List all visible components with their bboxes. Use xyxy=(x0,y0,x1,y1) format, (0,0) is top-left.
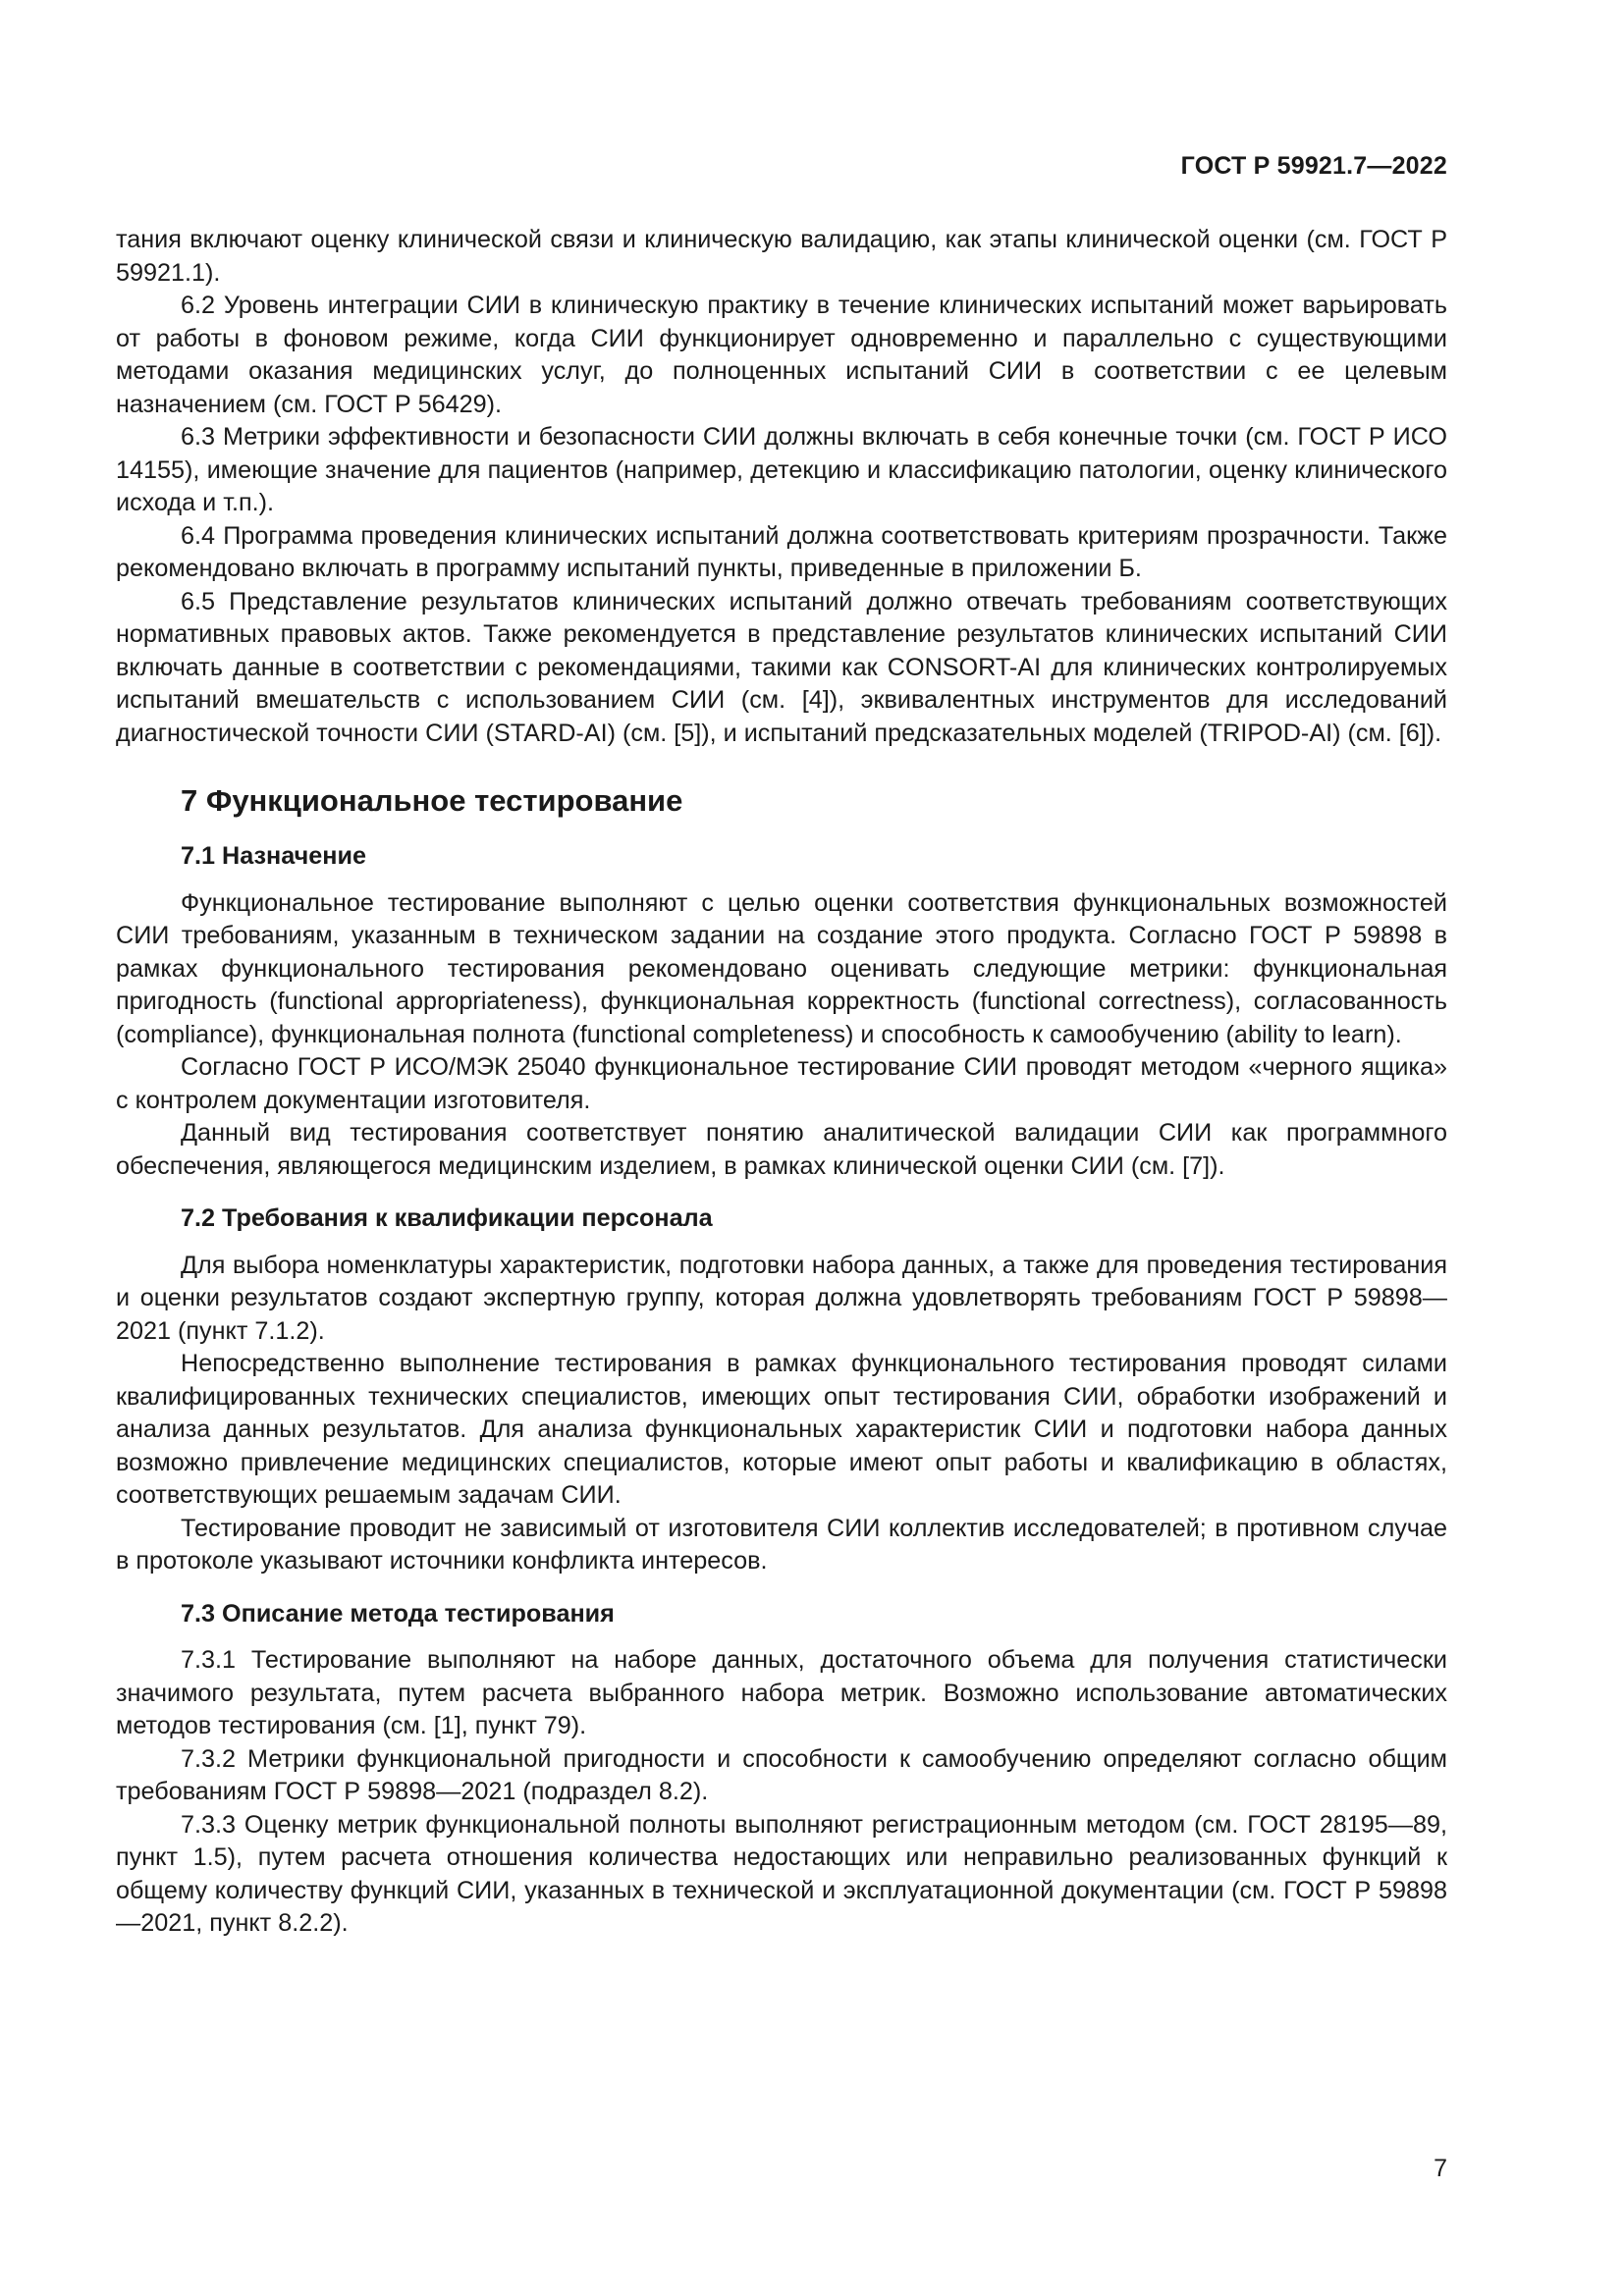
paragraph-6-3: 6.3 Метрики эффективности и безопасности СИИ должны включать в себя конечные точки (см. ГОСТ Р ИСО 14155), имеющие значение для пациентов (например, детекцию и классификацию патологии, оценку клинического исхода и т.п.). xyxy=(116,423,1447,516)
document-header: ГОСТ Р 59921.7—2022 xyxy=(1180,152,1447,180)
paragraph-7-2-b: Непосредственно выполнение тестирования в рамках функционального тестирования проводят силами квалифицированных технических специалистов, имеющих опыт тестирования СИИ, обработки изображений и анализа данных результатов. Для анализа функциональных характеристик СИИ и подготовки набора данных возможно привлечение медицинских специалистов, которые имеют опыт работы и квалификацию в областях, соответствующих решаемым задачам СИИ. xyxy=(116,1350,1447,1509)
page-number: 7 xyxy=(1434,2155,1447,2182)
paragraph-6-5: 6.5 Представление результатов клинических испытаний должно отвечать требованиям соответствующих нормативных правовых актов. Также рекомендуется в представление результатов клинических испытаний СИИ включать данные в соответствии с рекомендациями, такими как CONSORT-AI для клинических контролируемых испытаний вмешательств с использованием СИИ (см. [4]), эквивалентных инструментов для исследований диагностической точности СИИ (STARD-AI) (см. [5]), и испытаний предсказательных моделей (TRIPOD-AI) (см. [6]). xyxy=(116,587,1447,747)
document-body xyxy=(116,224,1447,1941)
paragraph-7-3-1: 7.3.1 Тестирование выполняют на наборе данных, достаточного объема для получения статистически значимого результата, путем расчета выбранного набора метрик. Возможно использование автоматических методов тестирования (см. [1], пункт 79). xyxy=(116,1646,1447,1739)
paragraph-7-3-2: 7.3.2 Метрики функциональной пригодности и способности к самообучению определяют согласно общим требованиям ГОСТ Р 59898—2021 (подраздел 8.2). xyxy=(116,1744,1447,1805)
paragraph-7-1-b: Согласно ГОСТ Р ИСО/МЭК 25040 функциональное тестирование СИИ проводят методом «черного ящика» с контролем документации изготовителя. xyxy=(116,1053,1447,1114)
subsection-7-1-title: 7.1 Назначение xyxy=(181,842,366,870)
subsection-7-3-title: 7.3 Описание метода тестирования xyxy=(181,1599,615,1628)
subsection-7-2-title: 7.2 Требования к квалификации персонала xyxy=(181,1204,713,1232)
paragraph-7-1-a: Функциональное тестирование выполняют с целью оценки соответствия функциональных возможностей СИИ требованиям, указанным в техническом задании на создание этого продукта. Согласно ГОСТ Р 59898 в рамках функционального тестирования рекомендовано оценивать следующие метрики: функциональная пригодность (functional appropriateness), функциональная корректность (functional correctness), согласованность (compliance), функциональная полнота (functional completeness) и способность к самообучению (ability to learn). xyxy=(116,888,1447,1048)
paragraph-7-3-3: 7.3.3 Оценку метрик функциональной полноты выполняют регистрационным методом (см. ГОСТ 28195—89, пункт 1.5), путем расчета отношения количества недостающих или неправильно реализованных функций к общему количеству функций СИИ, указанных в технической и эксплуатационной документации (см. ГОСТ Р 59898—2021, пункт 8.2.2). xyxy=(116,1810,1447,1937)
paragraph-7-1-c: Данный вид тестирования соответствует понятию аналитической валидации СИИ как программного обеспечения, являющегося медицинским изделием, в рамках клинической оценки СИИ (см. [7]). xyxy=(116,1119,1447,1180)
paragraph-continuation: тания включают оценку клинической связи и клиническую валидацию, как этапы клинической оценки (см. ГОСТ Р 59921.1). xyxy=(116,226,1447,287)
paragraph-6-4: 6.4 Программа проведения клинических испытаний должна соответствовать критериям прозрачности. Также рекомендовано включать в программу испытаний пункты, приведенные в приложении Б. xyxy=(116,521,1447,582)
paragraph-6-2: 6.2 Уровень интеграции СИИ в клиническую практику в течение клинических испытаний может варьировать от работы в фоновом режиме, когда СИИ функционирует одновременно и параллельно с существующими методами оказания медицинских услуг, до полноценных испытаний СИИ в соответствии с ее целевым назначением (см. ГОСТ Р 56429). xyxy=(116,292,1447,418)
paragraph-7-2-c: Тестирование проводит не зависимый от изготовителя СИИ коллектив исследователей; в противном случае в протоколе указывают источники конфликта интересов. xyxy=(116,1514,1447,1575)
paragraph-7-2-a: Для выбора номенклатуры характеристик, подготовки набора данных, а также для проведения тестирования и оценки результатов создают экспертную группу, которая должна удовлетворять требованиям ГОСТ Р 59898—2021 (пункт 7.1.2). xyxy=(116,1251,1447,1345)
section-7-title: 7 Функциональное тестирование xyxy=(181,783,683,818)
